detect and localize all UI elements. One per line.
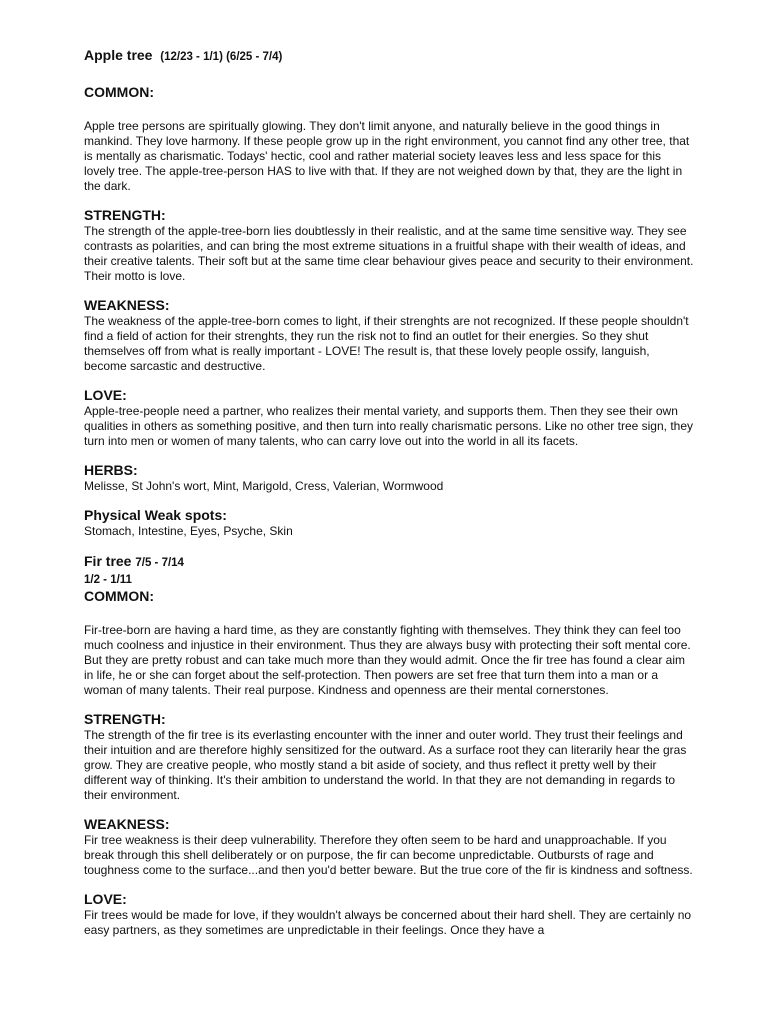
apple-common-text: Apple tree persons are spiritually glowing. They don't limit anyone, and naturally believe in the good things in mankind. They love harmony. If these people grow up in the right environment, you cannot find any other tree, that is mentally as charismatic. Todays' hectic, cool and rather material society leaves less and less space for this lovely tree. The apple-tree-person HAS to live with that. If they are not weighed down by that, they are the light in the dark. bbox=[84, 119, 690, 193]
apple-herbs-heading: HERBS: bbox=[84, 462, 138, 478]
apple-herbs-text: Melisse, St John's wort, Mint, Marigold, Cress, Valerian, Wormwood bbox=[84, 479, 444, 493]
apple-love-text: Apple-tree-people need a partner, who realizes their mental variety, and supports them. Then they see their own qualities in others as something positive, and then turn into really charismatic persons. Like no other tree sign, they turn into men or women of many talents, who can carry love out into the world in all its facets. bbox=[84, 404, 693, 448]
apple-strength-heading: STRENGTH: bbox=[84, 207, 166, 223]
apple-strength-text: The strength of the apple-tree-born lies doubtlessly in their realistic, and at the same time sensitive way. They see contrasts as polarities, and can bring the most extreme situations in a fruitful shape with their wealth of ideas, and their creative talents. Their soft but at the same time clear behaviour gives peace and security to their environment. Their motto is love. bbox=[84, 224, 694, 283]
document-body bbox=[84, 46, 694, 938]
apple-weak-spots-heading: Physical Weak spots: bbox=[84, 507, 227, 523]
fir-weakness-heading: WEAKNESS: bbox=[84, 816, 170, 832]
apple-weakness-text: The weakness of the apple-tree-born comes to light, if their strenghts are not recognized. If these people shouldn't find a field of action for their strenghts, they run the risk not to find an outlet for their energies. So they shut themselves off from what is really important - LOVE! The result is, that these lovely people ossify, languish, become sarcastic and destructive. bbox=[84, 314, 689, 373]
apple-tree-title bbox=[84, 46, 694, 66]
apple-tree-name: Apple tree bbox=[84, 47, 153, 63]
fir-weakness-text: Fir tree weakness is their deep vulnerability. Therefore they often seem to be hard and unapproachable. If you break through this shell deliberately or on purpose, the fir can become unpredictable. Outbursts of rage and toughness come to the surface...and then you'd better beware. But the true core of the fir is kindness and softness. bbox=[84, 833, 693, 877]
apple-tree-dates: (12/23 - 1/1) (6/25 - 7/4) bbox=[160, 51, 283, 63]
fir-common-text: Fir-tree-born are having a hard time, as they are constantly fighting with themselves. They think they can feel too much coolness and injustice in their environment. Thus they are always busy with protecting their soft mental core. But they are pretty robust and can take much more than they would admit. Once the fir tree has found a clear aim in life, he or she can forget about the self-protection. Then powers are set free that turn them into a man or a woman of many talents. Their real purpose. Kindness and openness are their mental cornerstones. bbox=[84, 623, 691, 697]
fir-tree-dates-2: 1/2 - 1/11 bbox=[84, 574, 132, 586]
fir-common-heading: COMMON: bbox=[84, 588, 154, 604]
fir-strength-text: The strength of the fir tree is its everlasting encounter with the inner and outer world. They trust their feelings and their intuition and are therefore highly sensitized for the outward. As a surface root they can literarily hear the gras grow. They are creative people, who mostly stand a bit aside of society, and thus reflect it pretty well by their different way of thinking. It's their ambition to understand the world. In that they are not demanding in regards to their environment. bbox=[84, 728, 687, 802]
apple-weakness-heading: WEAKNESS: bbox=[84, 297, 170, 313]
fir-tree-title bbox=[84, 552, 694, 572]
fir-tree-dates-1: 7/5 - 7/14 bbox=[135, 557, 184, 569]
fir-tree-name: Fir tree bbox=[84, 553, 132, 569]
apple-common-heading: COMMON: bbox=[84, 84, 154, 100]
apple-weak-spots-text: Stomach, Intestine, Eyes, Psyche, Skin bbox=[84, 524, 293, 538]
fir-strength-heading: STRENGTH: bbox=[84, 711, 166, 727]
apple-love-heading: LOVE: bbox=[84, 387, 127, 403]
fir-love-text: Fir trees would be made for love, if they wouldn't always be concerned about their hard shell. They are certainly no easy partners, as they sometimes are unpredictable in their feelings. Once they have a bbox=[84, 908, 692, 937]
fir-love-heading: LOVE: bbox=[84, 891, 127, 907]
